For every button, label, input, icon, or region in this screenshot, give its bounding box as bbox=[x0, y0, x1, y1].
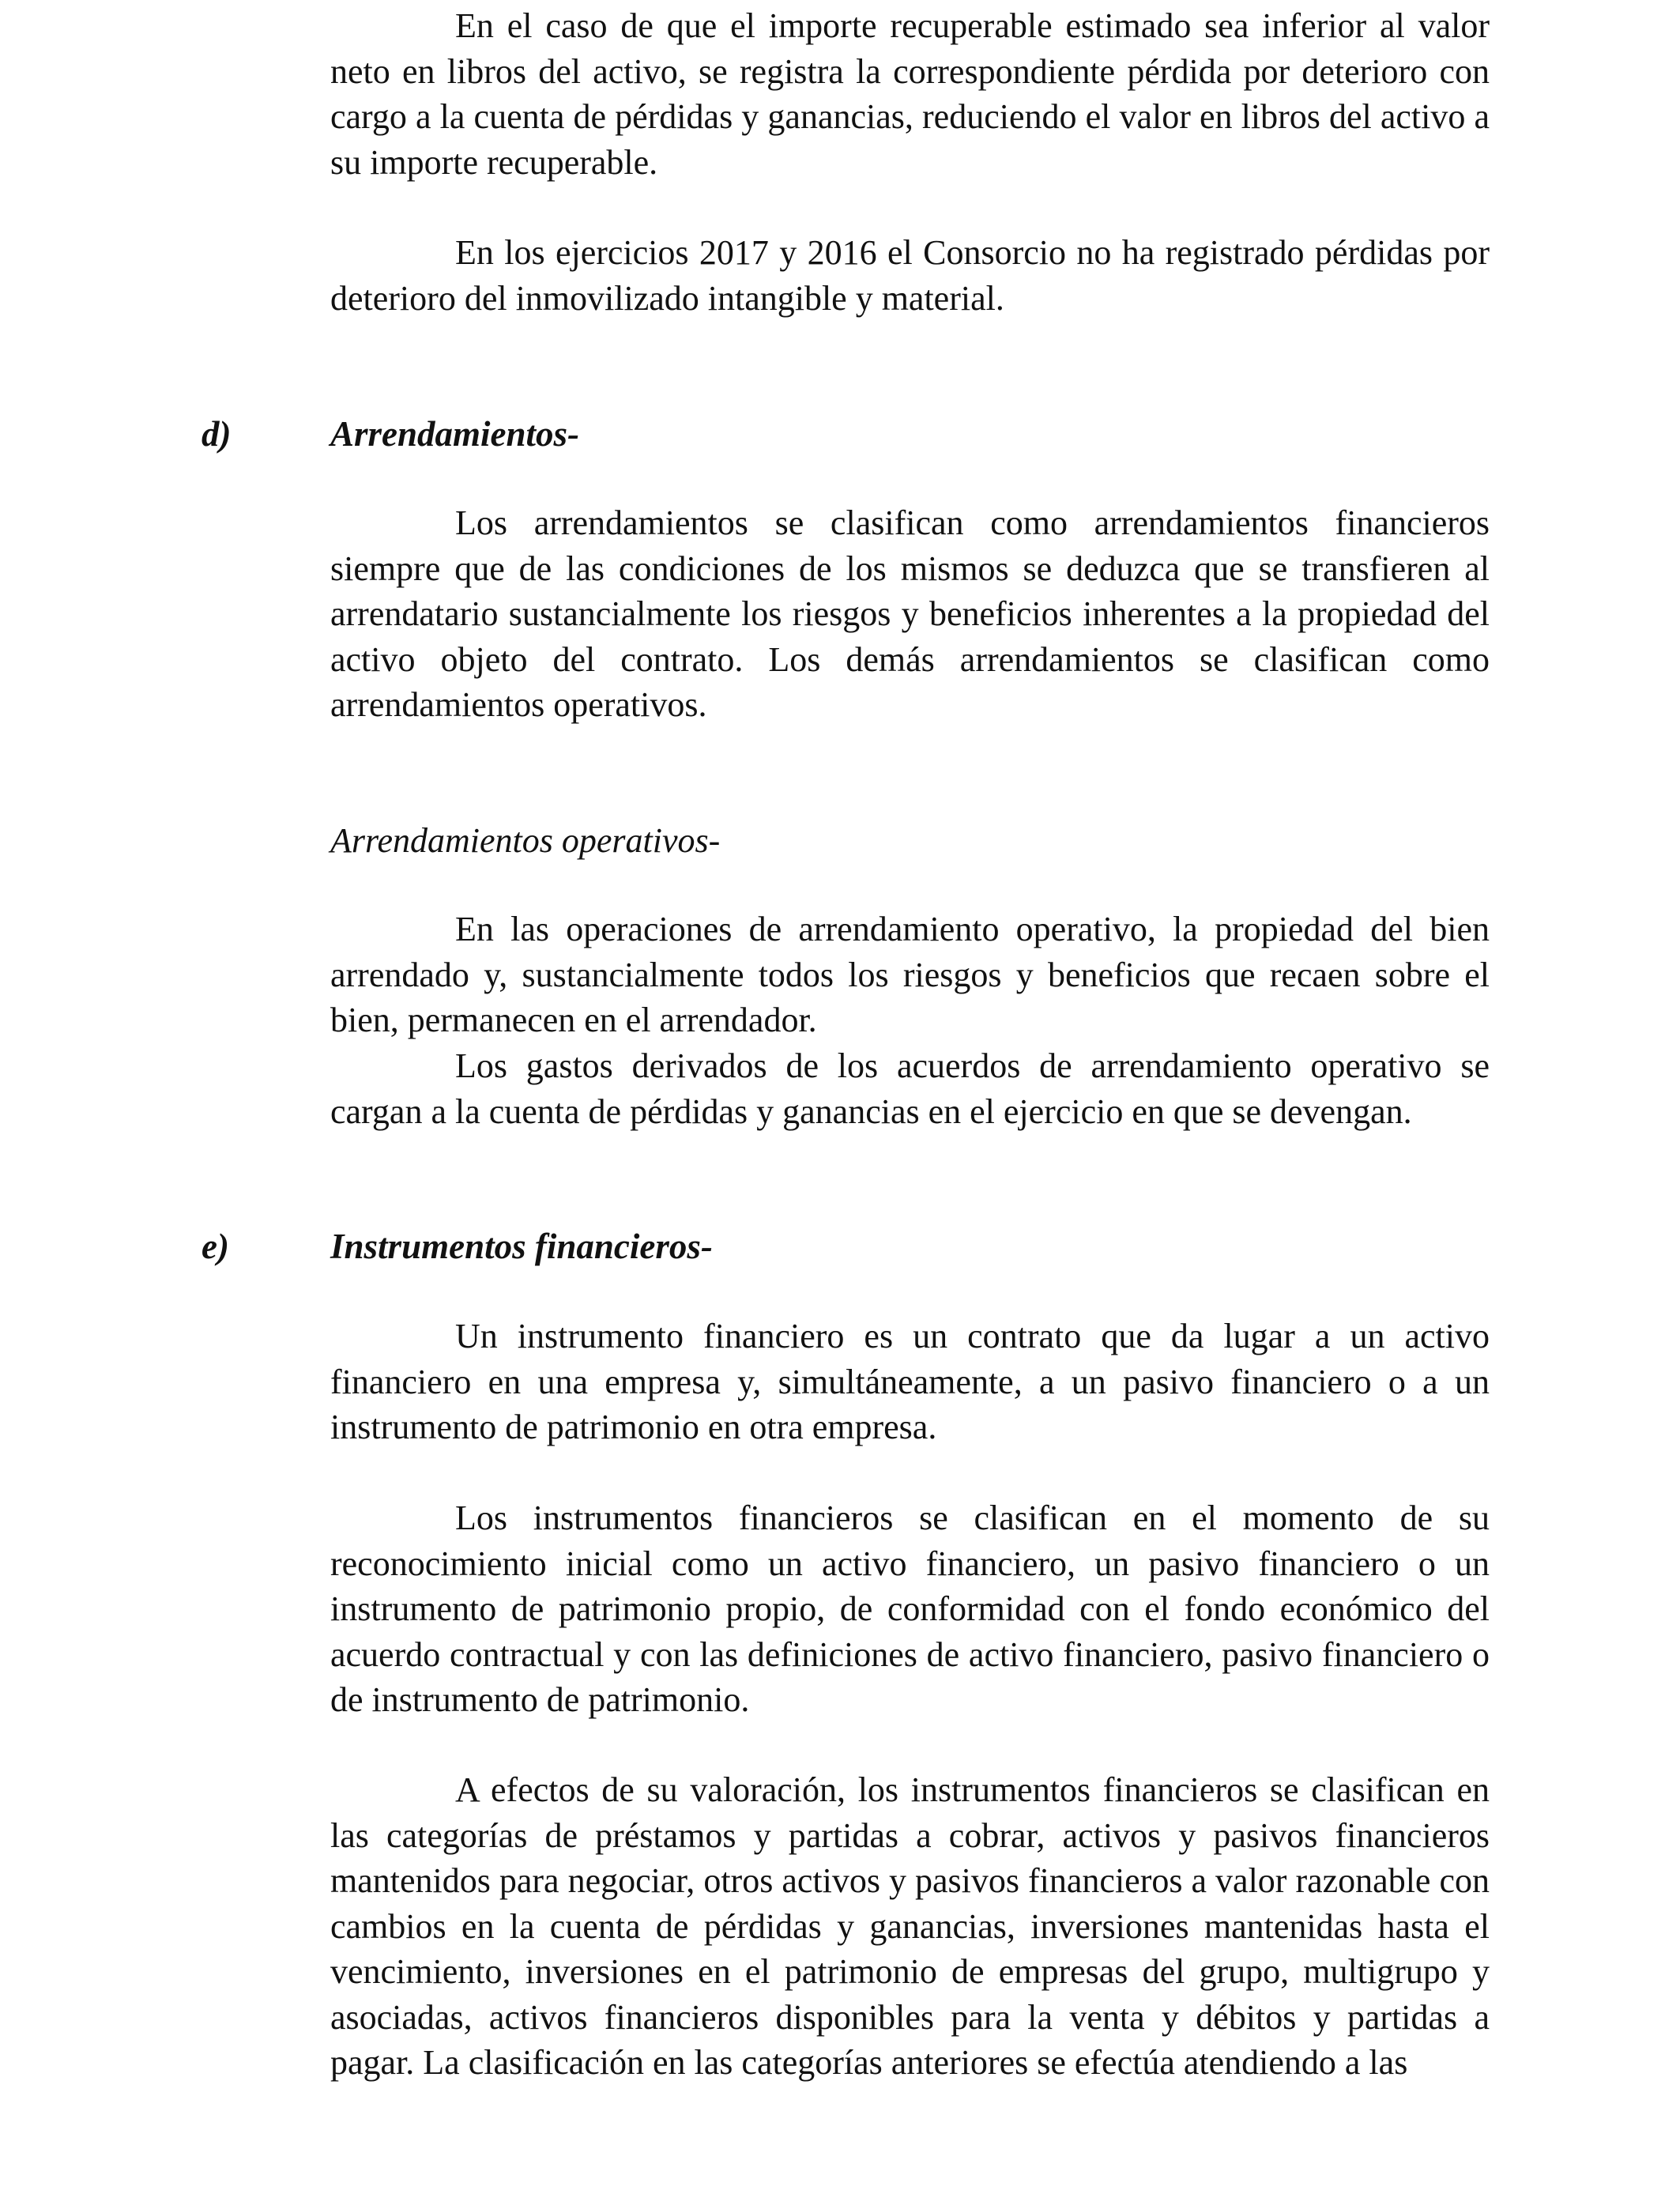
section-marker-d: d) bbox=[202, 414, 232, 454]
paragraph-impairment-loss: En el caso de que el importe recuperable estimado sea inferior al valor neto en libros del activo, se registra la correspondiente pérdida por deterioro con cargo a la cuenta de pérdidas y ganancias, reduciendo el valor en libros del activo a su importe recuperable. bbox=[330, 6, 1490, 182]
section-heading-leases: Arrendamientos- bbox=[330, 414, 580, 454]
section-heading-financial-instruments: Instrumentos financieros- bbox=[330, 1227, 713, 1266]
section-marker-e: e) bbox=[202, 1227, 229, 1266]
paragraph-no-impairment: En los ejercicios 2017 y 2016 el Consorcio no ha registrado pérdidas por deterioro del inmovilizado intangible y material. bbox=[330, 233, 1490, 318]
paragraph-lease-classification: Los arrendamientos se clasifican como arrendamientos financieros siempre que de las condiciones de los mismos se deduzca que se transfieren al arrendatario sustancialmente los riesgos y beneficios inherentes a la propiedad del activo objeto del contrato. Los demás arrendamientos se clasifican como arrendamientos operativos. bbox=[330, 503, 1490, 724]
paragraph-operating-lease-expenses: Los gastos derivados de los acuerdos de arrendamiento operativo se cargan a la cuenta de pérdidas y ganancias en el ejercicio en que se devengan. bbox=[330, 1046, 1490, 1131]
paragraph-fi-valuation-categories: A efectos de su valoración, los instrumentos financieros se clasifican en las categorías de préstamos y partidas a cobrar, activos y pasivos financieros mantenidos para negociar, otros activos y pasivos financieros a valor razonable con cambios en la cuenta de pérdidas y ganancias, inversiones mantenidas hasta el vencimiento, inversiones en el patrimonio de empresas del grupo, multigrupo y asociadas, activos financieros disponibles para la venta y débitos y partidas a pagar. La clasificación en las categorías anteriores se efectúa atendiendo a las bbox=[330, 1770, 1490, 2082]
paragraph-operating-lease-ownership: En las operaciones de arrendamiento operativo, la propiedad del bien arrendado y, sustancialmente todos los riesgos y beneficios que recaen sobre el bien, permanecen en el arrendador. bbox=[330, 910, 1490, 1039]
paragraph-fi-definition: Un instrumento financiero es un contrato que da lugar a un activo financiero en una empresa y, simultáneamente, a un pasivo financiero o a un instrumento de patrimonio en otra empresa. bbox=[330, 1317, 1490, 1446]
paragraph-fi-initial-classification: Los instrumentos financieros se clasifican en el momento de su reconocimiento inicial como un activo financiero, un pasivo financiero o un instrumento de patrimonio propio, de conformidad con el fondo económico del acuerdo contractual y con las definiciones de activo financiero, pasivo financiero o de instrumento de patrimonio. bbox=[330, 1498, 1490, 1719]
subsection-heading-operating-leases: Arrendamientos operativos- bbox=[330, 821, 721, 860]
